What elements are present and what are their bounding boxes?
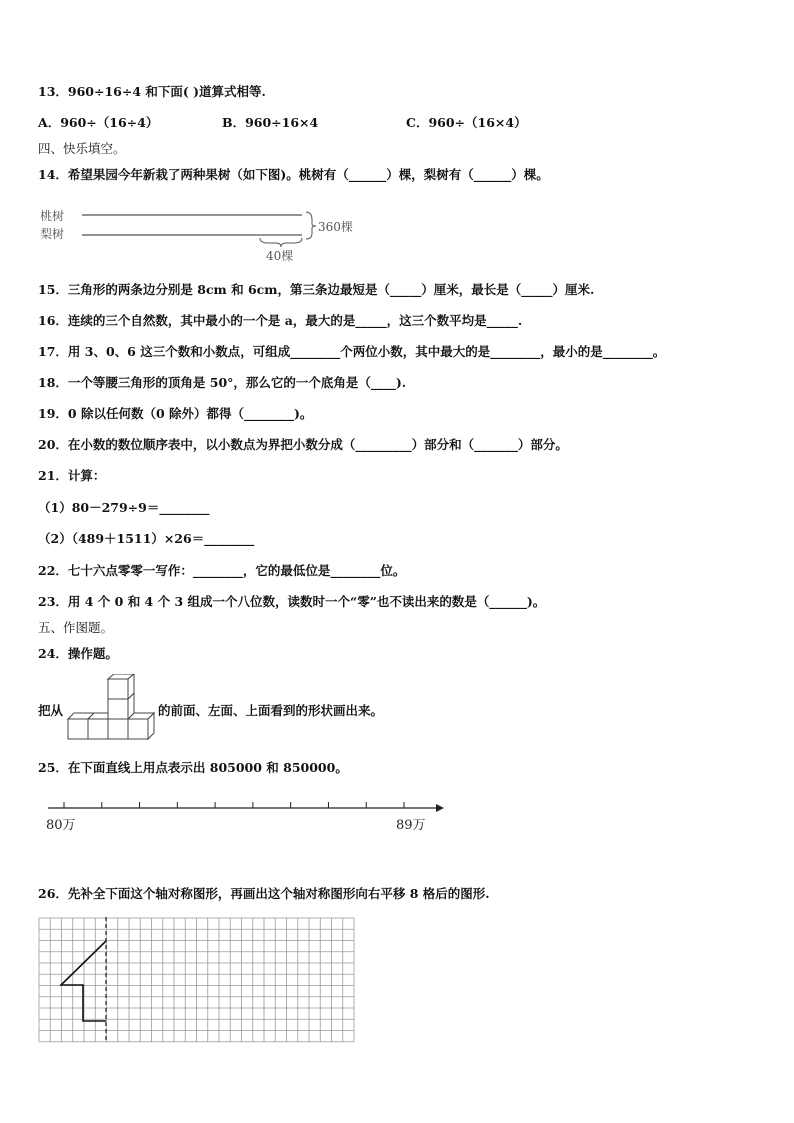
pear-tree-label: 梨树	[40, 227, 65, 241]
total-label: 360棵	[318, 220, 353, 234]
cube-4-front	[128, 719, 148, 739]
q13-option-c: C．960÷（16×4）	[406, 115, 527, 130]
question-26: 26．先补全下面这个轴对称图形，再画出这个轴对称图形向右平移 8 格后的图形.	[38, 886, 490, 901]
cube-stack-figure	[66, 674, 158, 744]
q24-suffix: 的前面、左面、上面看到的形状画出来。	[158, 703, 384, 718]
q13-option-b: B．960÷16×4	[222, 115, 319, 130]
diff-label: 40棵	[266, 249, 294, 263]
question-16: 16．连续的三个自然数，其中最小的一个是 a，最大的是_____，这三个数平均是_____.	[38, 313, 523, 328]
question-23: 23．用 4 个 0 和 4 个 3 组成一个八位数，读数时一个“零”也不读出来的数是（______)。	[38, 594, 546, 609]
grid-figure	[38, 917, 358, 1045]
q13-option-a: A．960÷（16÷4）	[38, 115, 159, 130]
cube-3-front	[108, 719, 128, 739]
cube-2-front	[88, 719, 108, 739]
question-15: 15．三角形的两条边分别是 8cm 和 6cm，第三条边最短是（_____）厘米，最长是（_____）厘米.	[38, 282, 595, 297]
question-20: 20．在小数的数位顺序表中，以小数点为界把小数分成（_________）部分和（_______）部分。	[38, 437, 568, 452]
question-21-stem: 21．计算：	[38, 468, 106, 483]
section-5-heading: 五、作图题。	[38, 620, 114, 635]
number-line-arrow	[436, 804, 444, 812]
question-13-stem: 13．960÷16÷4 和下面( )道算式相等.	[38, 84, 266, 99]
question-14-stem: 14．希望果园今年新栽了两种果树（如下图)。桃树有（______）棵，梨树有（______）棵。	[38, 167, 549, 182]
diff-brace	[260, 238, 302, 247]
cube-5-front	[108, 699, 128, 719]
cube-1-front	[68, 719, 88, 739]
question-24-stem: 24．操作题。	[38, 646, 118, 661]
q21-item-2: （2）（489＋1511）×26＝________	[38, 531, 255, 546]
half-figure	[61, 941, 106, 1021]
question-17: 17．用 3、0、6 这三个数和小数点，可组成________个两位小数，其中最大的是________，最小的是________。	[38, 344, 666, 359]
number-line-start-label: 80万	[46, 818, 76, 833]
section-4-heading: 四、快乐填空。	[38, 141, 126, 156]
cube-6-front	[108, 679, 128, 699]
number-line-end-label: 89万	[396, 818, 426, 833]
number-line	[40, 796, 450, 836]
question-19: 19．0 除以任何数（0 除外）都得（________)。	[38, 406, 313, 421]
q14-segment-diagram	[38, 202, 368, 264]
total-brace	[306, 212, 316, 239]
question-18: 18．一个等腰三角形的顶角是 50°，那么它的一个底角是（____).	[38, 375, 407, 390]
q24-prefix: 把从	[38, 703, 64, 718]
question-22: 22．七十六点零零一写作：________，它的最低位是________位。	[38, 563, 406, 578]
q21-item-1: （1）80－279÷9＝________	[38, 500, 210, 515]
question-25-stem: 25．在下面直线上用点表示出 805000 和 850000。	[38, 760, 348, 775]
peach-tree-label: 桃树	[40, 209, 65, 223]
